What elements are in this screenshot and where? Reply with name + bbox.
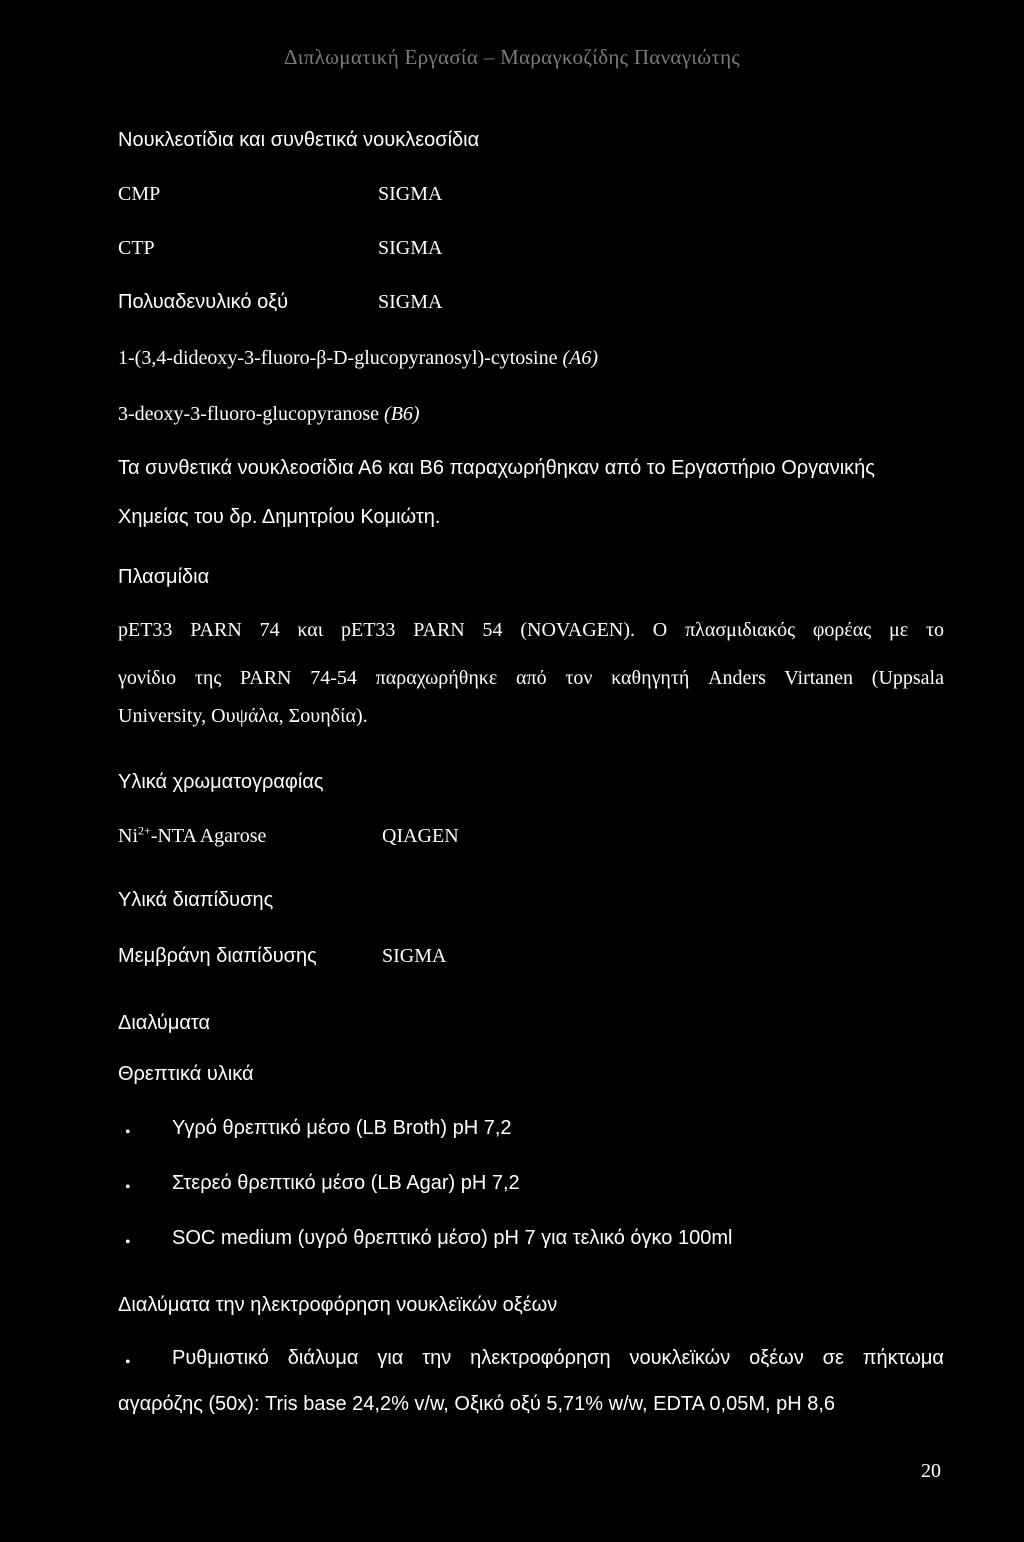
chromatography-name-prefix: Ni	[118, 825, 138, 847]
compound-b6-name: 3-deoxy-3-fluoro-glucopyranose	[118, 403, 380, 425]
reagent-name: Πολυαδενυλικό οξύ	[118, 291, 289, 313]
section-title-dialysis: Υλικά διαπίδυσης	[118, 889, 274, 911]
compound-b6	[118, 404, 420, 424]
compound-a6-label: (Α6)	[562, 347, 599, 369]
chromatography-name-suffix: -NTA Agarose	[150, 825, 267, 847]
synthetic-nucleosides-text: Χημείας του δρ. Δημητρίου Κομιώτη.	[118, 506, 441, 528]
section-title-media: Θρεπτικά υλικά	[118, 1063, 254, 1085]
reagent-supplier: SIGMA	[378, 291, 443, 313]
compound-a6	[118, 348, 598, 368]
chromatography-name-charge: 2+	[138, 823, 151, 838]
section-title-chromatography: Υλικά χρωματογραφίας	[118, 771, 324, 793]
section-title-plasmids: Πλασμίδια	[118, 566, 210, 588]
dialysis-supplier: SIGMA	[382, 945, 447, 967]
bullet-icon: •	[125, 1179, 131, 1196]
chromatography-item	[118, 823, 267, 847]
bullet-icon: •	[125, 1234, 131, 1251]
plasmid-text: γονίδιο της PARN 74-54 παραχωρήθηκε από τον καθηγητή Anders Virtanen (Uppsala	[118, 667, 944, 689]
bullet-icon: •	[125, 1354, 131, 1371]
plasmid-text: pET33 PARN 74 και pET33 PARN 54 (NOVAGEN). Ο πλασμιδιακός φορέας με το	[118, 619, 944, 641]
buffer-item: Ρυθμιστικό διάλυμα για την ηλεκτροφόρηση νουκλεϊκών οξέων σε πήκτωμα	[172, 1347, 944, 1369]
synthetic-nucleosides-text: Τα συνθετικά νουκλεοσίδια Α6 και Β6 παραχωρήθηκαν από το Εργαστήριο Οργανικής	[118, 457, 875, 479]
media-item: Στερεό θρεπτικό μέσο (LB Agar) pH 7,2	[172, 1172, 520, 1194]
reagent-name: CMP	[118, 183, 161, 205]
section-title-nucleotides: Νουκλεοτίδια και συνθετικά νουκλεοσίδια	[118, 129, 480, 151]
reagent-supplier: SIGMA	[378, 183, 443, 205]
section-title-electrophoresis: Διαλύματα την ηλεκτροφόρηση νουκλεϊκών οξέων	[118, 1294, 558, 1316]
compound-a6-name: 1-(3,4-dideoxy-3-fluoro-β-D-glucopyranosyl)-cytosine	[118, 347, 558, 369]
page-header: Διπλωματική Εργασία – Μαραγκοζίδης Παναγιώτης	[284, 45, 740, 69]
media-item: Υγρό θρεπτικό μέσο (LB Broth) pH 7,2	[172, 1117, 512, 1139]
compound-b6-label: (Β6)	[384, 403, 420, 425]
media-item: SOC medium (υγρό θρεπτικό μέσο) pH 7 για τελικό όγκο 100ml	[172, 1227, 733, 1249]
reagent-supplier: SIGMA	[378, 237, 443, 259]
buffer-item: αγαρόζης (50x): Tris base 24,2% v/w, Οξικό οξύ 5,71% w/w, EDTA 0,05M, pH 8,6	[118, 1393, 836, 1415]
dialysis-item: Μεμβράνη διαπίδυσης	[118, 945, 317, 967]
page-number: 20	[921, 1460, 941, 1482]
reagent-name: CTP	[118, 237, 155, 259]
plasmid-text: University, Ουψάλα, Σουηδία).	[118, 705, 368, 727]
chromatography-supplier: QIAGEN	[382, 825, 459, 847]
bullet-icon: •	[125, 1124, 131, 1141]
section-title-solutions: Διαλύματα	[118, 1012, 211, 1034]
